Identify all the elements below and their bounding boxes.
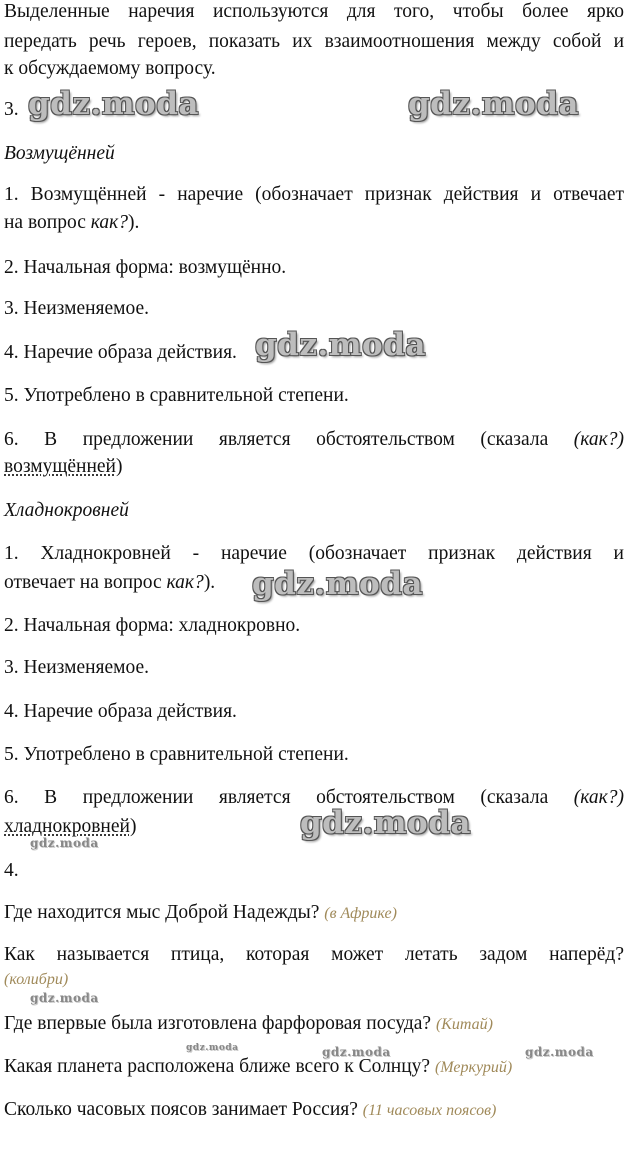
adverb2-p1-line2: отвечает на вопрос как?). — [4, 572, 216, 593]
watermark-logo: gdz.moda — [300, 805, 471, 841]
answer-3: (Китай) — [435, 1016, 493, 1033]
watermark-logo: gdz.moda — [255, 327, 426, 363]
answer-5: (11 часовых поясов) — [362, 1102, 497, 1119]
section-4-number: 4. — [4, 860, 19, 881]
answer-2: (колибри) — [4, 971, 69, 988]
adverb2-p6-line2: хладнокровней) — [4, 816, 137, 837]
answer-4: (Меркурий) — [434, 1059, 513, 1076]
question-5: Сколько часовых поясов занимает Россия? (11 часовых поясов) — [4, 1099, 497, 1120]
adverb2-p5: 5. Употреблено в сравнительной степени. — [4, 744, 349, 765]
adverb2-p6-line1: 6. В предложении является обстоятельством (сказала (как?) — [4, 787, 624, 808]
adverb2-p4: 4. Наречие образа действия. — [4, 701, 237, 722]
adverb1-p5: 5. Употреблено в сравнительной степени. — [4, 385, 349, 406]
question-4: Какая планета расположена ближе всего к Солнцу? (Меркурий) — [4, 1056, 513, 1077]
adverb1-p2: 2. Начальная форма: возмущённо. — [4, 257, 287, 278]
adverb1-p1-line2: на вопрос как?). — [4, 212, 140, 233]
intro-line-2: передать речь героев, показать их взаимоотношения между собой и — [4, 31, 624, 52]
intro-line-1: Выделенные наречия используются для того, чтобы более ярко — [4, 1, 624, 22]
watermark-logo: gdz.moda — [252, 566, 423, 602]
adverb1-p6-line2: возмущённей) — [4, 456, 123, 477]
question-3: Где впервые была изготовлена фарфоровая посуда? (Китай) — [4, 1013, 493, 1034]
adverb1-p3: 3. Неизменяемое. — [4, 298, 150, 319]
watermark-logo: gdz.moda — [30, 836, 99, 850]
intro-line-3: к обсуждаемому вопросу. — [4, 58, 216, 79]
answer-1: (в Африке) — [324, 905, 397, 922]
question-1: Где находится мыс Доброй Надежды? (в Африке) — [4, 902, 397, 923]
adverb2-p3: 3. Неизменяемое. — [4, 657, 150, 678]
adverb2-p1-line1: 1. Хладнокровней - наречие (обозначает признак действия и — [4, 543, 624, 564]
adverb1-heading: Возмущённей — [4, 143, 115, 164]
adverb1-p6-line1: 6. В предложении является обстоятельством (сказала (как?) — [4, 429, 624, 450]
adverb1-p1-line1: 1. Возмущённей - наречие (обозначает признак действия и отвечает — [4, 184, 624, 205]
watermark-logo: gdz.moda — [28, 86, 199, 122]
adverb2-p2: 2. Начальная форма: хладнокровно. — [4, 615, 301, 636]
section-3-number: 3. — [4, 99, 19, 120]
question-2: Как называется птица, которая может летать задом наперёд? — [4, 944, 624, 965]
watermark-logo: gdz.moda — [186, 1043, 239, 1053]
watermark-logo: gdz.moda — [30, 991, 99, 1005]
watermark-logo: gdz.moda — [322, 1045, 391, 1059]
adverb2-heading: Хладнокровней — [4, 500, 129, 521]
adverb1-p4: 4. Наречие образа действия. — [4, 342, 237, 363]
watermark-logo: gdz.moda — [525, 1045, 594, 1059]
watermark-logo: gdz.moda — [408, 86, 579, 122]
